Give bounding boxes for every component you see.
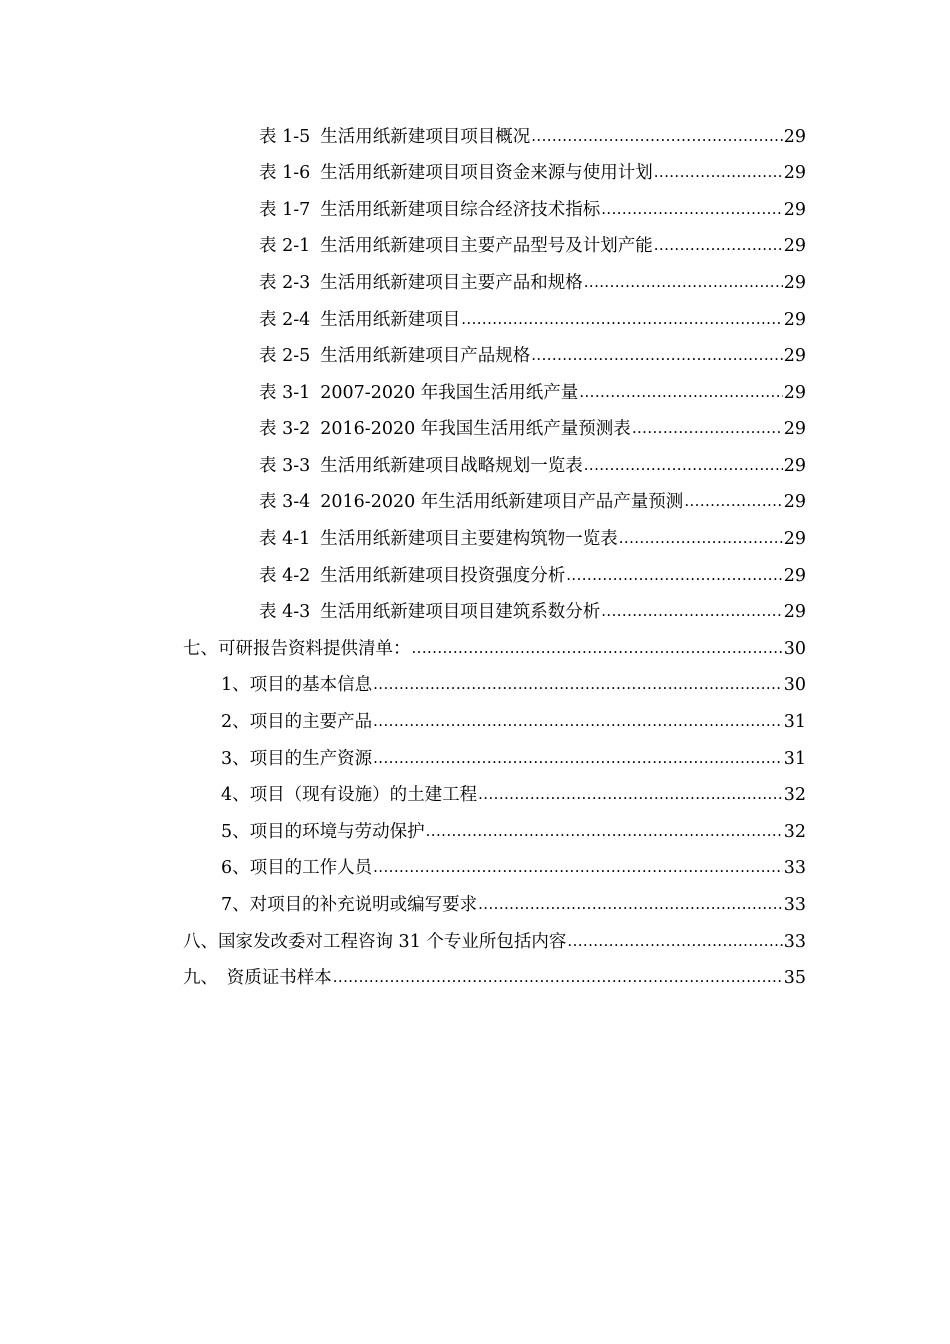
toc-entry[interactable] [0,595,950,632]
dot-leader [654,237,783,255]
toc-entry[interactable] [0,119,950,156]
dot-leader [684,493,782,511]
toc-entry-number: 表 1-5 [259,126,311,147]
toc-entry[interactable] [0,265,950,302]
toc-entry-page: 29 [783,492,806,513]
toc-entry-title: 生活用纸新建项目主要产品和规格 [320,272,583,293]
toc-entry-number: 表 3-2 [259,419,311,440]
dot-leader [478,786,783,804]
toc-entry-page: 35 [783,968,806,989]
toc-entry-title: 2016-2020 年我国生活用纸产量预测表 [320,419,631,440]
toc-entry-page: 33 [783,858,806,879]
dot-leader [579,384,782,402]
toc-entry-title: 生活用纸新建项目产品规格 [320,346,531,367]
toc-entry-page: 29 [783,419,806,440]
toc-entry-page: 32 [783,821,806,842]
toc-section-title: 七、可研报告资料提供清单： [183,638,411,659]
toc-entry[interactable] [0,412,950,449]
toc-entry-title: 生活用纸新建项目项目建筑系数分析 [320,602,601,623]
toc-entry[interactable] [0,522,950,559]
toc-entry-number: 表 2-3 [259,272,311,293]
dot-leader [373,859,783,877]
toc-entry[interactable] [0,339,950,376]
toc-entry-page: 29 [783,455,806,476]
toc-entry-number: 表 3-3 [259,455,311,476]
dot-leader [373,750,783,768]
toc-entry-number: 表 1-7 [259,199,311,220]
table-of-contents [0,119,950,997]
toc-section[interactable] [0,631,950,668]
toc-entry[interactable] [0,229,950,266]
toc-entry-number: 表 2-1 [259,236,311,257]
toc-entry[interactable] [0,558,950,595]
toc-entry-page: 29 [783,602,806,623]
toc-subsection-title: 3、项目的生产资源 [221,748,373,769]
toc-entry[interactable] [0,485,950,522]
dot-leader [584,274,783,292]
toc-entry[interactable] [0,302,950,339]
dot-leader [426,823,783,841]
toc-entry-page: 29 [783,236,806,257]
toc-entry-title: 2007-2020 年我国生活用纸产量 [320,382,579,403]
toc-entry-number: 表 3-1 [259,382,311,403]
dot-leader [461,311,782,329]
dot-leader [601,201,782,219]
toc-subsection-title: 6、项目的工作人员 [221,858,373,879]
toc-entry-number: 表 4-2 [259,565,311,586]
toc-entry-title: 2016-2020 年生活用纸新建项目产品产量预测 [320,492,684,513]
toc-entry-page: 29 [783,199,806,220]
toc-entry-page: 29 [783,346,806,367]
toc-entry-number: 表 4-3 [259,602,311,623]
toc-entry-page: 33 [783,895,806,916]
dot-leader [333,969,783,987]
toc-subsection[interactable] [0,705,950,742]
toc-entry-number: 表 4-1 [259,529,311,550]
toc-entry-page: 30 [783,638,806,659]
toc-entry-page: 32 [783,785,806,806]
toc-subsection[interactable] [0,887,950,924]
toc-entry-number: 表 2-5 [259,346,311,367]
toc-section[interactable] [0,924,950,961]
toc-entry-title: 生活用纸新建项目投资强度分析 [320,565,566,586]
toc-entry-page: 29 [783,126,806,147]
toc-entry-number: 表 2-4 [259,309,311,330]
dot-leader [584,457,783,475]
toc-entry-title: 生活用纸新建项目主要建构筑物一览表 [320,529,618,550]
toc-entry-number: 表 1-6 [259,163,311,184]
toc-entry-title: 生活用纸新建项目综合经济技术指标 [320,199,601,220]
toc-subsection-title: 5、项目的环境与劳动保护 [221,821,425,842]
toc-subsection-title: 2、项目的主要产品 [221,712,373,733]
toc-entry-number: 表 3-4 [259,492,311,513]
toc-entry-page: 31 [783,748,806,769]
toc-entry-title: 生活用纸新建项目 [320,309,461,330]
toc-subsection[interactable] [0,814,950,851]
toc-entry-page: 29 [783,529,806,550]
dot-leader [478,896,783,914]
toc-section[interactable] [0,961,950,998]
toc-entry-page: 31 [783,712,806,733]
toc-entry[interactable] [0,156,950,193]
toc-entry-page: 29 [783,565,806,586]
toc-entry-title: 生活用纸新建项目战略规划一览表 [320,455,583,476]
toc-section-title: 九、 资质证书样本 [183,968,332,989]
toc-entry-page: 29 [783,163,806,184]
toc-entry[interactable] [0,192,950,229]
toc-entry-title: 生活用纸新建项目项目资金来源与使用计划 [320,163,653,184]
toc-subsection-title: 1、项目的基本信息 [221,675,373,696]
toc-section-title: 八、国家发改委对工程咨询 31 个专业所包括内容 [183,931,567,952]
dot-leader [412,640,783,658]
toc-entry-page: 29 [783,382,806,403]
dot-leader [531,128,782,146]
dot-leader [531,347,782,365]
toc-subsection[interactable] [0,851,950,888]
dot-leader [566,567,782,585]
toc-entry[interactable] [0,375,950,412]
dot-leader [567,933,782,951]
toc-entry-title: 生活用纸新建项目主要产品型号及计划产能 [320,236,653,257]
toc-entry-page: 30 [783,675,806,696]
toc-subsection[interactable] [0,778,950,815]
dot-leader [601,603,782,621]
toc-subsection-title: 7、对项目的补充说明或编写要求 [221,895,478,916]
dot-leader [632,420,783,438]
dot-leader [619,530,783,548]
toc-entry[interactable] [0,448,950,485]
toc-subsection-title: 4、项目（现有设施）的土建工程 [221,785,478,806]
dot-leader [373,713,783,731]
dot-leader [373,676,783,694]
toc-entry-page: 29 [783,272,806,293]
toc-subsection[interactable] [0,741,950,778]
toc-entry-title: 生活用纸新建项目项目概况 [320,126,531,147]
dot-leader [654,164,783,182]
toc-entry-page: 33 [783,931,806,952]
toc-entry-page: 29 [783,309,806,330]
toc-subsection[interactable] [0,668,950,705]
